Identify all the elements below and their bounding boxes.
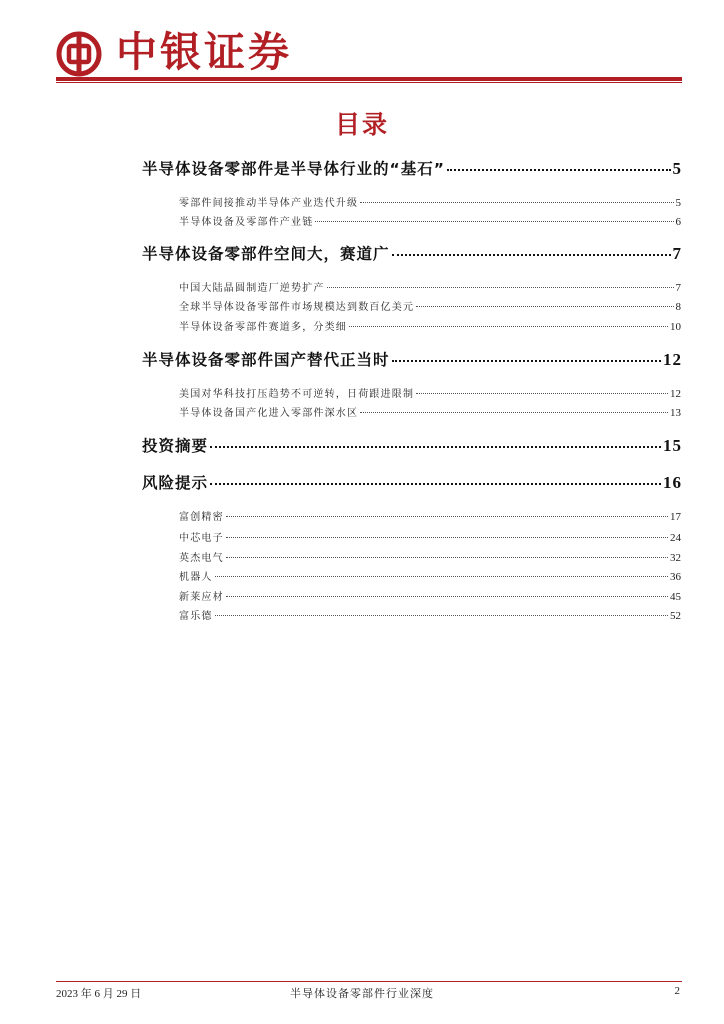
toc-entry-label: 中芯电子: [179, 533, 224, 544]
toc-entry-label: 半导体设备国产化进入零部件深水区: [179, 408, 359, 419]
toc-entry-page: 5: [672, 159, 682, 178]
toc-entry-label: 机器人: [179, 572, 213, 583]
toc-entry-label: 英杰电气: [179, 553, 224, 564]
dot-leader: [226, 537, 668, 538]
footer-page-number: 2: [674, 985, 680, 997]
dot-leader: [215, 615, 668, 616]
toc-entry-label: 半导体设备零部件国产替代正当时: [142, 351, 390, 369]
toc-entry-page: 7: [675, 282, 681, 294]
toc-entry[interactable]: [142, 157, 682, 179]
toc-entry-page: 24: [670, 532, 681, 544]
bank-of-china-logo-icon: [56, 31, 102, 77]
toc-subentry[interactable]: [179, 568, 681, 583]
dot-leader: [210, 446, 661, 448]
toc-entry-page: 8: [675, 301, 681, 313]
toc-entry-label: 风险提示: [142, 474, 209, 492]
brand-name: 中银证券: [116, 28, 292, 76]
toc-subentry[interactable]: [179, 213, 681, 228]
toc-subentry[interactable]: [179, 529, 681, 544]
toc-entry-label: 零部件间接推动半导体产业迭代升级: [179, 198, 359, 209]
dot-leader: [392, 360, 661, 362]
toc-entry-label: 富创精密: [179, 512, 224, 523]
toc-subentry[interactable]: [179, 279, 681, 294]
dot-leader: [327, 287, 674, 288]
toc-entry-page: 10: [670, 321, 681, 333]
dot-leader: [360, 202, 673, 203]
dot-leader: [215, 576, 668, 577]
toc-subentry[interactable]: [179, 194, 681, 209]
footer-title: 半导体设备零部件行业深度: [290, 988, 434, 1000]
toc-entry-page: 12: [670, 388, 681, 400]
toc-entry[interactable]: [142, 242, 682, 264]
toc-entry-page: 45: [670, 591, 681, 603]
toc-entry-label: 富乐德: [179, 611, 213, 622]
toc-subentry[interactable]: [179, 298, 681, 313]
dot-leader: [226, 596, 668, 597]
header-divider: [56, 77, 682, 81]
toc-entry-page: 32: [670, 552, 681, 564]
dot-leader: [392, 254, 671, 256]
page-header: [56, 26, 682, 84]
toc-entry-page: 52: [670, 610, 681, 622]
toc-entry-page: 13: [670, 407, 681, 419]
dot-leader: [349, 326, 668, 327]
dot-leader: [447, 169, 671, 171]
footer-divider: [56, 981, 682, 982]
dot-leader: [210, 483, 661, 485]
toc-entry-page: 5: [675, 197, 681, 209]
toc-entry-page: 15: [663, 436, 682, 455]
dot-leader: [416, 306, 673, 307]
header-divider-thin: [56, 82, 682, 83]
toc-title: 目录: [334, 110, 389, 139]
toc-entry-label: 美国对华科技打压趋势不可逆转，日荷跟进限制: [179, 389, 415, 400]
toc-entry-label: 全球半导体设备零部件市场规模达到数百亿美元: [179, 302, 415, 313]
toc-subentry[interactable]: [179, 508, 681, 523]
dot-leader: [226, 557, 668, 558]
footer-date: 2023 年 6 月 29 日: [56, 988, 142, 1000]
toc-entry-label: 投资摘要: [142, 437, 209, 455]
toc-subentry[interactable]: [179, 588, 681, 603]
toc-subentry[interactable]: [179, 385, 681, 400]
toc-entry-page: 36: [670, 571, 681, 583]
dot-leader: [226, 516, 668, 517]
toc-entry[interactable]: [142, 471, 682, 493]
toc-entry[interactable]: [142, 348, 682, 370]
toc-entry-page: 6: [675, 216, 681, 228]
toc-subentry[interactable]: [179, 549, 681, 564]
toc-entry-page: 17: [670, 511, 681, 523]
toc-entry-page: 12: [663, 350, 682, 369]
dot-leader: [360, 412, 668, 413]
toc-entry-page: 7: [672, 244, 682, 263]
toc-entry-label: 新莱应材: [179, 592, 224, 603]
dot-leader: [315, 221, 673, 222]
toc-entry[interactable]: [142, 434, 682, 456]
toc-subentry[interactable]: [179, 318, 681, 333]
toc-subentry[interactable]: [179, 607, 681, 622]
toc-subentry[interactable]: [179, 404, 681, 419]
toc-entry-label: 半导体设备零部件是半导体行业的“基石”: [142, 160, 445, 178]
dot-leader: [416, 393, 668, 394]
toc-entry-label: 中国大陆晶圆制造厂逆势扩产: [179, 283, 325, 294]
toc-entry-page: 16: [663, 473, 682, 492]
toc-entry-label: 半导体设备零部件空间大，赛道广: [142, 245, 390, 263]
toc-entry-label: 半导体设备及零部件产业链: [179, 217, 314, 228]
toc-entry-label: 半导体设备零部件赛道多，分类细: [179, 322, 347, 333]
